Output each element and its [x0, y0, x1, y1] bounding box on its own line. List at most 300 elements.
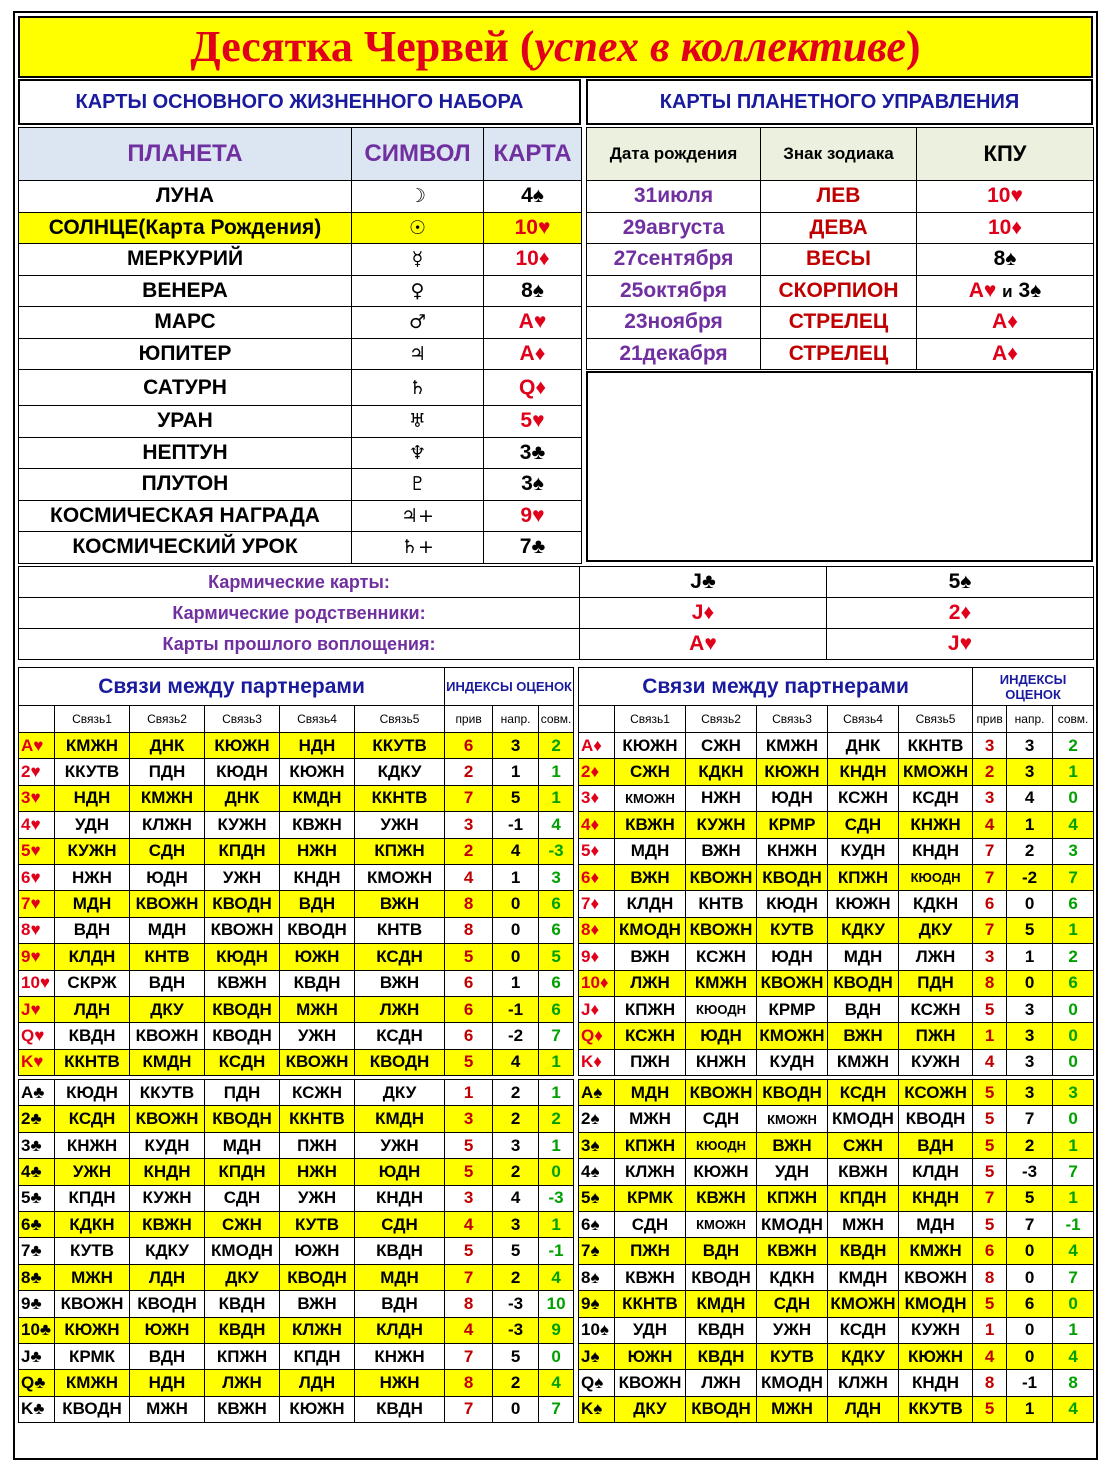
- link-code: ДКУ: [205, 1264, 280, 1290]
- index-attraction: 5: [973, 1396, 1007, 1422]
- link-code: КНДН: [280, 864, 355, 890]
- link-code: КМДН: [280, 785, 355, 811]
- row-card: [19, 1049, 55, 1075]
- link-code: КВОДН: [280, 1264, 355, 1290]
- card-rank: J: [581, 999, 591, 1019]
- partner-row: [579, 759, 1094, 785]
- link-code: КЮЖН: [205, 733, 280, 759]
- link-code: КМОЖН: [899, 759, 973, 785]
- birth-date: 29августа: [587, 212, 761, 244]
- link-code: КСДН: [355, 944, 445, 970]
- link-code: МДН: [205, 1132, 280, 1158]
- link-code: ВДН: [828, 996, 899, 1022]
- card-label: [581, 1294, 600, 1313]
- link-code: КВДН: [686, 1317, 757, 1343]
- index-compat: 8: [1053, 1370, 1094, 1396]
- index-compat: 2: [539, 733, 574, 759]
- row-card: [579, 838, 615, 864]
- index-compat: 7: [1053, 1159, 1094, 1185]
- card-rank: Q: [581, 1025, 595, 1045]
- birth-date: 31июля: [587, 181, 761, 213]
- kpu-card: [917, 212, 1094, 244]
- kpu-card-value: [969, 279, 997, 302]
- link-code: ЮЖН: [615, 1343, 686, 1369]
- link-code: КМОДН: [757, 1370, 828, 1396]
- card-rank: 5: [520, 409, 533, 433]
- card-suit-icon: ♦: [703, 601, 715, 624]
- index-attraction: 2: [445, 838, 493, 864]
- link-code: ДНК: [828, 733, 899, 759]
- index-tension: 0: [493, 891, 539, 917]
- card-value: [692, 601, 714, 624]
- row-card: [19, 996, 55, 1022]
- link-code: ККНТВ: [899, 733, 973, 759]
- partner-row: [19, 1212, 574, 1238]
- partner-row: [19, 838, 574, 864]
- card-rank: 3: [581, 1135, 591, 1155]
- card-suit-icon: ♥: [532, 503, 545, 527]
- index-compat: 1: [539, 759, 574, 785]
- card-suit-icon: ♥: [30, 841, 41, 861]
- subheader-row-right: [579, 706, 1094, 733]
- card-rank: A: [992, 341, 1008, 365]
- karma-label: Карты прошлого воплощения:: [19, 629, 580, 660]
- card-rank: 5: [948, 570, 961, 593]
- planet-row: [19, 469, 582, 501]
- card-rank: 2: [581, 762, 591, 782]
- planet-name: ЛУНА: [19, 181, 352, 213]
- subheader-link4: Связь4: [828, 706, 899, 733]
- card-value: [519, 310, 547, 333]
- index-compat: -1: [539, 1238, 574, 1264]
- link-code: КСОЖН: [899, 1080, 973, 1106]
- card-suit-icon: ♠: [590, 1293, 600, 1313]
- card-label: [581, 841, 599, 860]
- card-rank: 8: [21, 1267, 31, 1287]
- planet-row: [19, 244, 582, 276]
- index-compat: 1: [1053, 759, 1094, 785]
- card-rank: 9: [21, 946, 31, 966]
- card-label: [21, 788, 41, 807]
- card-rank: A: [992, 310, 1008, 334]
- index-tension: -3: [493, 1291, 539, 1317]
- link-code: УЖН: [55, 1159, 130, 1185]
- card-label: [581, 736, 602, 755]
- card-label: [581, 894, 599, 913]
- partner-row: [579, 917, 1094, 943]
- planet-symbol-icon: ♆: [352, 437, 484, 469]
- card-rank: A: [581, 1082, 594, 1102]
- partner-row: [19, 917, 574, 943]
- card-rank: 10: [21, 973, 40, 993]
- link-code: КПДН: [205, 1159, 280, 1185]
- index-compat: 1: [1053, 1317, 1094, 1343]
- index-compat: 1: [1053, 1132, 1094, 1158]
- card-rank: 8: [581, 920, 591, 940]
- row-card: [579, 970, 615, 996]
- card-suit-icon: ♠: [532, 472, 544, 496]
- index-attraction: 8: [445, 1291, 493, 1317]
- index-compat: 1: [539, 1080, 574, 1106]
- index-title-left: ИНДЕКСЫ ОЦЕНОК: [445, 668, 574, 706]
- index-attraction: 8: [973, 1370, 1007, 1396]
- index-tension: 3: [1007, 1049, 1053, 1075]
- index-tension: 0: [1007, 1264, 1053, 1290]
- basic-set-header: КАРТЫ ОСНОВНОГО ЖИЗНЕННОГО НАБОРА: [18, 79, 581, 125]
- card-rank: 9: [581, 1293, 591, 1313]
- link-code: КЛЖН: [130, 812, 205, 838]
- link-code: ВДН: [130, 1343, 205, 1369]
- link-code: КЮЖН: [686, 1159, 757, 1185]
- card-suit-icon: ♣: [30, 1109, 42, 1129]
- index-compat: 1: [1053, 917, 1094, 943]
- partner-row: [19, 1264, 574, 1290]
- kpu-card-value: [1018, 279, 1041, 302]
- card-label: [21, 1268, 42, 1287]
- card-suit-icon: ♦: [593, 1052, 602, 1072]
- karma-table: [18, 566, 1094, 660]
- card-suit-icon: ♦: [1007, 310, 1018, 334]
- link-code: МЖН: [828, 1212, 899, 1238]
- partner-row: [19, 1396, 574, 1422]
- row-card: [19, 1106, 55, 1132]
- planet-name: УРАН: [19, 406, 352, 438]
- row-card: [19, 1291, 55, 1317]
- card-suit-icon: ♠: [599, 1320, 609, 1340]
- index-attraction: 3: [973, 733, 1007, 759]
- partners-table-right: [578, 667, 1094, 1423]
- karma-card-1: [580, 598, 827, 629]
- index-attraction: 6: [445, 970, 493, 996]
- index-attraction: 7: [445, 1396, 493, 1422]
- index-tension: 2: [493, 1370, 539, 1396]
- planet-card: [484, 406, 582, 438]
- zodiac-sign: ВЕСЫ: [761, 244, 917, 276]
- card-label: [581, 1188, 600, 1207]
- link-code: МЖН: [55, 1264, 130, 1290]
- link-code: СДН: [757, 1291, 828, 1317]
- link-code: КПЖН: [828, 864, 899, 890]
- link-code: КМЖН: [686, 970, 757, 996]
- partner-row: [579, 970, 1094, 996]
- card-value: [521, 472, 544, 495]
- card-label: [21, 762, 41, 781]
- card-suit-icon: ♥: [34, 1025, 45, 1045]
- link-code: КМДН: [686, 1291, 757, 1317]
- col-card: КАРТА: [484, 128, 582, 181]
- link-code: КВОДН: [205, 891, 280, 917]
- card-rank: A: [518, 310, 534, 334]
- partner-row: [579, 785, 1094, 811]
- subheader-tension: напр.: [1007, 706, 1053, 733]
- index-attraction: 4: [973, 812, 1007, 838]
- index-tension: 3: [1007, 733, 1053, 759]
- row-card: [579, 1159, 615, 1185]
- link-code: КДКУ: [130, 1238, 205, 1264]
- row-card: [579, 785, 615, 811]
- card-value: [521, 279, 544, 302]
- row-card: [19, 1132, 55, 1158]
- card-label: [21, 1241, 42, 1260]
- card-suit-icon: ♣: [33, 1082, 45, 1102]
- link-code: КВОДН: [757, 864, 828, 890]
- card-rank: 10: [581, 973, 600, 993]
- col-birth-date: Дата рождения: [587, 128, 761, 181]
- card-suit-icon: ♠: [590, 1135, 600, 1155]
- link-code: КВДН: [55, 1023, 130, 1049]
- link-code: КВЖН: [757, 1238, 828, 1264]
- link-code: КПЖН: [757, 1185, 828, 1211]
- link-code: КПДН: [828, 1185, 899, 1211]
- subheader-blank: [579, 706, 615, 733]
- partner-row: [19, 1317, 574, 1343]
- subheader-compat: совм.: [539, 706, 574, 733]
- card-label: [581, 1241, 600, 1260]
- partner-row: [19, 970, 574, 996]
- link-code: КВОДН: [205, 1023, 280, 1049]
- card-suit-icon: ♠: [590, 1267, 600, 1287]
- card-suit-icon: ♦: [534, 341, 546, 365]
- link-code: ПДН: [130, 759, 205, 785]
- card-rank: 10: [21, 1320, 40, 1340]
- link-code: КРМК: [55, 1343, 130, 1369]
- index-compat: 5: [539, 944, 574, 970]
- card-suit-icon: ♥: [30, 762, 41, 782]
- partners-title-right: Связи между партнерами: [579, 668, 973, 706]
- link-code: ДКУ: [615, 1396, 686, 1422]
- index-compat: 6: [1053, 891, 1094, 917]
- index-attraction: 2: [973, 759, 1007, 785]
- card-suit-icon: ♥: [983, 278, 997, 302]
- card-value: [520, 441, 545, 464]
- subheader-link5: Связь5: [355, 706, 445, 733]
- index-tension: 0: [493, 917, 539, 943]
- card-rank: 10: [987, 184, 1011, 208]
- karma-card-2: [827, 598, 1094, 629]
- kpu-row: [587, 212, 1094, 244]
- card-suit-icon: ♠: [1005, 247, 1017, 271]
- card-label: [21, 736, 43, 755]
- link-code: НЖН: [355, 1370, 445, 1396]
- partner-row: [579, 864, 1094, 890]
- card-rank: 9: [21, 1293, 31, 1313]
- card-sheet: [13, 11, 1098, 1460]
- card-suit-icon: ♥: [532, 409, 545, 433]
- card-suit-icon: ♦: [590, 920, 600, 940]
- link-code: НДН: [280, 733, 355, 759]
- index-tension: -3: [493, 1317, 539, 1343]
- card-value: [520, 409, 544, 432]
- card-suit-icon: ♠: [590, 1109, 600, 1129]
- link-code: ВЖН: [686, 838, 757, 864]
- link-code: КМДН: [130, 1049, 205, 1075]
- link-code: ЮЖН: [130, 1317, 205, 1343]
- index-attraction: 3: [445, 1106, 493, 1132]
- card-rank: 5: [21, 1188, 31, 1208]
- card-suit-icon: ♦: [590, 946, 600, 966]
- card-rank: 4: [521, 184, 533, 208]
- link-code: КНДН: [899, 838, 973, 864]
- card-rank: 3: [21, 1135, 31, 1155]
- link-code: ДНК: [205, 785, 280, 811]
- card-label: [21, 1136, 42, 1155]
- index-attraction: 8: [973, 1264, 1007, 1290]
- card-rank: 4: [581, 814, 591, 834]
- card-rank: 2: [21, 762, 31, 782]
- planet-name: ЮПИТЕР: [19, 338, 352, 370]
- karma-row: [19, 629, 1094, 660]
- karma-card-2: [827, 629, 1094, 660]
- card-label: [581, 1399, 602, 1418]
- index-compat: 4: [1053, 1396, 1094, 1422]
- karma-card-1: [580, 567, 827, 598]
- link-code: УЖН: [205, 864, 280, 890]
- link-code: ВЖН: [615, 864, 686, 890]
- birth-date: 25октября: [587, 275, 761, 307]
- link-code: ККНТВ: [280, 1106, 355, 1132]
- row-card: [579, 1080, 615, 1106]
- index-attraction: 8: [445, 1370, 493, 1396]
- link-code: КСЖН: [280, 1080, 355, 1106]
- card-suit-icon: ♣: [30, 1293, 42, 1313]
- zodiac-sign: ЛЕВ: [761, 181, 917, 213]
- index-tension: 1: [1007, 812, 1053, 838]
- link-code: КПДН: [280, 1343, 355, 1369]
- card-suit-icon: ♣: [39, 1320, 52, 1340]
- planet-symbol-icon: ♃+: [352, 500, 484, 532]
- link-code: ПЖН: [615, 1049, 686, 1075]
- link-code: ЛЖН: [899, 944, 973, 970]
- row-card: [579, 1370, 615, 1396]
- link-code: ЮДН: [757, 785, 828, 811]
- partner-row: [579, 1080, 1094, 1106]
- link-code: КЮОДН: [899, 864, 973, 890]
- index-attraction: 5: [973, 1291, 1007, 1317]
- row-card: [579, 1106, 615, 1132]
- link-code: КВОДН: [355, 1049, 445, 1075]
- partner-row: [579, 1264, 1094, 1290]
- link-code: КПДН: [55, 1185, 130, 1211]
- card-value: [690, 570, 715, 593]
- link-code: КВДН: [355, 1238, 445, 1264]
- card-label: [21, 1000, 41, 1019]
- link-code: КВОЖН: [130, 891, 205, 917]
- card-rank: 10: [514, 215, 538, 239]
- link-code: ВДН: [686, 1238, 757, 1264]
- link-code: ВЖН: [280, 1291, 355, 1317]
- index-compat: 6: [539, 891, 574, 917]
- link-code: КМОДН: [828, 1106, 899, 1132]
- link-code: СДН: [686, 1106, 757, 1132]
- card-suit-icon: ♥: [33, 1052, 44, 1072]
- planet-card: [484, 212, 582, 244]
- partner-row: [19, 1080, 574, 1106]
- link-code: КСДН: [205, 1049, 280, 1075]
- link-code: КМЖН: [828, 1049, 899, 1075]
- link-code: ККУТВ: [355, 733, 445, 759]
- card-suit-icon: ♣: [34, 1373, 46, 1393]
- subheader-link4: Связь4: [280, 706, 355, 733]
- col-zodiac-sign: Знак зодиака: [761, 128, 917, 181]
- index-attraction: 8: [973, 970, 1007, 996]
- link-code: УЖН: [280, 1185, 355, 1211]
- index-tension: 1: [493, 759, 539, 785]
- link-code: КВОДН: [899, 1106, 973, 1132]
- zodiac-sign: СТРЕЛЕЦ: [761, 307, 917, 339]
- card-label: [581, 1083, 602, 1102]
- link-code: КВОДН: [130, 1291, 205, 1317]
- link-code: КВЖН: [686, 1185, 757, 1211]
- link-code: СДН: [615, 1212, 686, 1238]
- index-compat: 1: [539, 785, 574, 811]
- card-label: [581, 973, 609, 992]
- card-rank: K: [581, 1052, 594, 1072]
- card-label: [581, 1268, 600, 1287]
- link-code: СДН: [828, 812, 899, 838]
- card-label: [21, 894, 41, 913]
- partner-row: [19, 1291, 574, 1317]
- link-code: ККНТВ: [55, 1049, 130, 1075]
- link-code: ЮДН: [355, 1159, 445, 1185]
- link-code: КВОЖН: [757, 970, 828, 996]
- card-rank: 10: [987, 215, 1012, 239]
- partner-row: [579, 733, 1094, 759]
- card-suit-icon: ♥: [704, 632, 717, 655]
- link-code: МЖН: [130, 1396, 205, 1422]
- karma-rows: [19, 567, 1094, 660]
- card-suit-icon: ♦: [594, 1025, 603, 1045]
- link-code: КДКУ: [355, 759, 445, 785]
- link-code: КНТВ: [355, 917, 445, 943]
- link-code: КСДН: [828, 1317, 899, 1343]
- card-suit-icon: ♥: [30, 999, 41, 1019]
- card-label: [21, 1109, 42, 1128]
- link-code: ДКУ: [355, 1080, 445, 1106]
- card-value: [520, 342, 546, 365]
- index-tension: 4: [493, 1185, 539, 1211]
- card-rank: 2: [21, 1109, 31, 1129]
- link-code: КМОЖН: [757, 1106, 828, 1132]
- link-code: КНДН: [130, 1159, 205, 1185]
- card-suit-icon: ♦: [535, 375, 547, 399]
- subheader-link1: Связь1: [55, 706, 130, 733]
- card-suit-icon: ♥: [30, 788, 41, 808]
- index-compat: -3: [539, 1185, 574, 1211]
- link-code: КВОЖН: [130, 1023, 205, 1049]
- card-suit-icon: ♥: [30, 920, 41, 940]
- card-rank: 2: [948, 601, 961, 624]
- index-compat: 1: [539, 1132, 574, 1158]
- partners-table-left: [18, 667, 574, 1423]
- link-code: КМОЖН: [757, 1023, 828, 1049]
- card-suit-icon: ♦: [590, 894, 600, 914]
- link-code: КВЖН: [130, 1212, 205, 1238]
- link-code: КНДН: [899, 1185, 973, 1211]
- card-label: [21, 841, 41, 860]
- planet-symbol-icon: ♀: [352, 275, 484, 307]
- planet-name: САТУРН: [19, 370, 352, 406]
- partner-row: [579, 1291, 1094, 1317]
- card-label: [21, 1347, 42, 1366]
- card-label: [21, 1083, 44, 1102]
- link-code: КРМК: [615, 1185, 686, 1211]
- link-code: КУДН: [130, 1132, 205, 1158]
- card-value: [521, 184, 544, 207]
- subheader-link1: Связь1: [615, 706, 686, 733]
- index-tension: 5: [493, 785, 539, 811]
- card-suit-icon: ♣: [701, 570, 716, 593]
- link-code: КМЖН: [757, 733, 828, 759]
